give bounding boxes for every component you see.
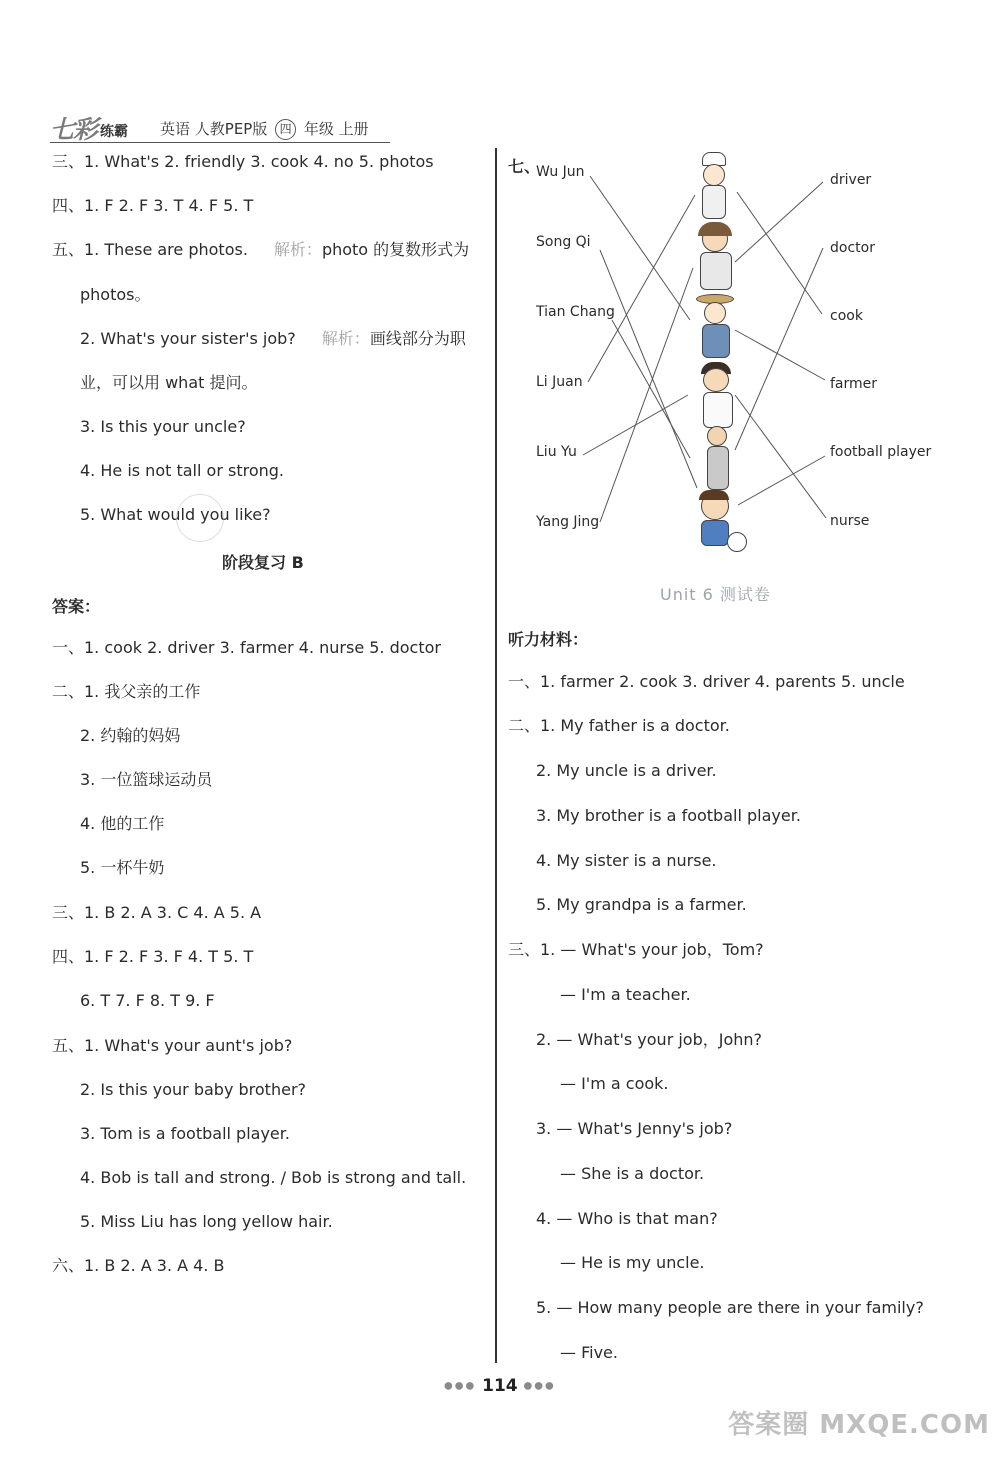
answer-line: 3. 一位篮球运动员 (80, 770, 213, 789)
answer-line: 3. Tom is a football player. (80, 1124, 290, 1143)
listening-line: — She is a doctor. (560, 1164, 705, 1183)
page-number (444, 1376, 556, 1396)
section-number: 七、 (508, 157, 541, 176)
match-job: farmer (830, 376, 878, 392)
answers-label: 答案： (52, 597, 101, 616)
listening-line: 2. My uncle is a driver. (536, 761, 717, 780)
grade-badge: 四 (275, 119, 296, 140)
watermark: 答案圈 MXQE.COM (728, 1410, 990, 1440)
listening-line: 一、1. farmer 2. cook 3. driver 4. parents 5. uncle (508, 672, 905, 691)
match-name: Li Juan (536, 374, 583, 390)
answer-text: 五、1. These are photos. (52, 240, 248, 259)
answer-line: 三、1. B 2. A 3. C 4. A 5. A (52, 903, 262, 922)
match-job: nurse (830, 513, 870, 529)
answer-line: 二、1. 我父亲的工作 (52, 682, 201, 701)
answer-line: 三、1. What's 2. friendly 3. cook 4. no 5. photos (52, 152, 434, 171)
listening-line: — I'm a teacher. (560, 985, 691, 1004)
answer-line: photos。 (80, 285, 151, 304)
answer-line: 5. Miss Liu has long yellow hair. (80, 1212, 333, 1231)
answer-line: 六、1. B 2. A 3. A 4. B (52, 1256, 225, 1275)
match-name: Liu Yu (536, 444, 577, 460)
answer-line: 6. T 7. F 8. T 9. F (80, 991, 215, 1010)
unit-title: Unit 6 测试卷 (660, 585, 771, 604)
doctor-figure (695, 362, 739, 428)
answer-line: 3. Is this your uncle? (80, 417, 246, 436)
match-line (600, 250, 697, 488)
answer-line: 五、1. What's your aunt's job? (52, 1036, 293, 1055)
match-line (735, 182, 823, 262)
brand-logo: 七彩 (50, 115, 97, 144)
nurse-figure (690, 222, 740, 292)
answer-line: 2. Is this your baby brother? (80, 1080, 307, 1099)
match-line (600, 268, 693, 522)
answer-line: 4. 他的工作 (80, 814, 165, 833)
book-subject: 英语 人教PEP版 (160, 120, 268, 138)
analysis-tag: 解析： (273, 240, 322, 259)
listening-line: 3. — What's Jenny's job? (536, 1119, 733, 1138)
match-line (737, 192, 822, 314)
answer-line: 四、1. F 2. F 3. T 4. F 5. T (52, 196, 254, 215)
brand-logo-sub: 练霸 (100, 124, 128, 140)
listening-line: 5. My grandpa is a farmer. (536, 895, 747, 914)
answer-line: 4. Bob is tall and strong. / Bob is strong and tall. (80, 1168, 467, 1187)
dots-left-icon: ●●● (444, 1380, 477, 1392)
answer-line: 业，可以用 what 提问。 (80, 373, 258, 392)
match-job: cook (830, 308, 863, 324)
answer-line: 四、1. F 2. F 3. F 4. T 5. T (52, 947, 254, 966)
answer-line: 2. 约翰的妈妈 (80, 726, 181, 745)
listening-line: — He is my uncle. (560, 1253, 705, 1272)
answer-text: 2. What's your sister's job? (80, 329, 296, 348)
match-line (588, 195, 695, 382)
listening-line: 4. My sister is a nurse. (536, 851, 717, 870)
answer-line: 一、1. cook 2. driver 3. farmer 4. nurse 5. doctor (52, 638, 441, 657)
match-job: doctor (830, 240, 875, 256)
match-line (738, 456, 825, 505)
book-term: 年级 上册 (303, 120, 369, 138)
cook-figure (692, 152, 736, 220)
listening-label: 听力材料： (508, 630, 589, 649)
match-job: driver (830, 172, 872, 188)
driver-figure (700, 422, 734, 492)
match-line (735, 248, 823, 450)
match-line (612, 320, 690, 458)
match-line (590, 176, 690, 320)
listening-line: 2. — What's your job，John? (536, 1030, 763, 1049)
match-job: football player (830, 444, 932, 460)
farmer-figure (690, 292, 740, 360)
match-name: Tian Chang (536, 304, 615, 320)
match-name: Yang Jing (536, 514, 600, 530)
match-line (735, 330, 825, 380)
analysis-tag: 解析： (321, 329, 370, 348)
listening-line: 3. My brother is a football player. (536, 806, 801, 825)
listening-line: 4. — Who is that man? (536, 1209, 718, 1228)
listening-line: — I'm a cook. (560, 1074, 669, 1093)
answer-line: 4. He is not tall or strong. (80, 461, 284, 480)
listening-line: — Five. (560, 1343, 618, 1362)
matching-lines (0, 0, 1000, 600)
section-title: 阶段复习 B (222, 553, 304, 572)
listening-line: 二、1. My father is a doctor. (508, 716, 730, 735)
analysis-note: photo 的复数形式为 (321, 240, 470, 259)
listening-line: 三、1. — What's your job，Tom? (508, 940, 764, 959)
football-player-figure (693, 490, 749, 556)
match-name: Wu Jun (536, 164, 585, 180)
answer-line: 5. What would you like? (80, 505, 271, 524)
analysis-note: 画线部分为职 (369, 329, 466, 348)
listening-line: 5. — How many people are there in your family? (536, 1298, 924, 1317)
page-number-text: 114 (482, 1376, 518, 1396)
match-name: Song Qi (536, 234, 591, 250)
dots-right-icon: ●●● (523, 1380, 556, 1392)
answer-line: 5. 一杯牛奶 (80, 858, 165, 877)
